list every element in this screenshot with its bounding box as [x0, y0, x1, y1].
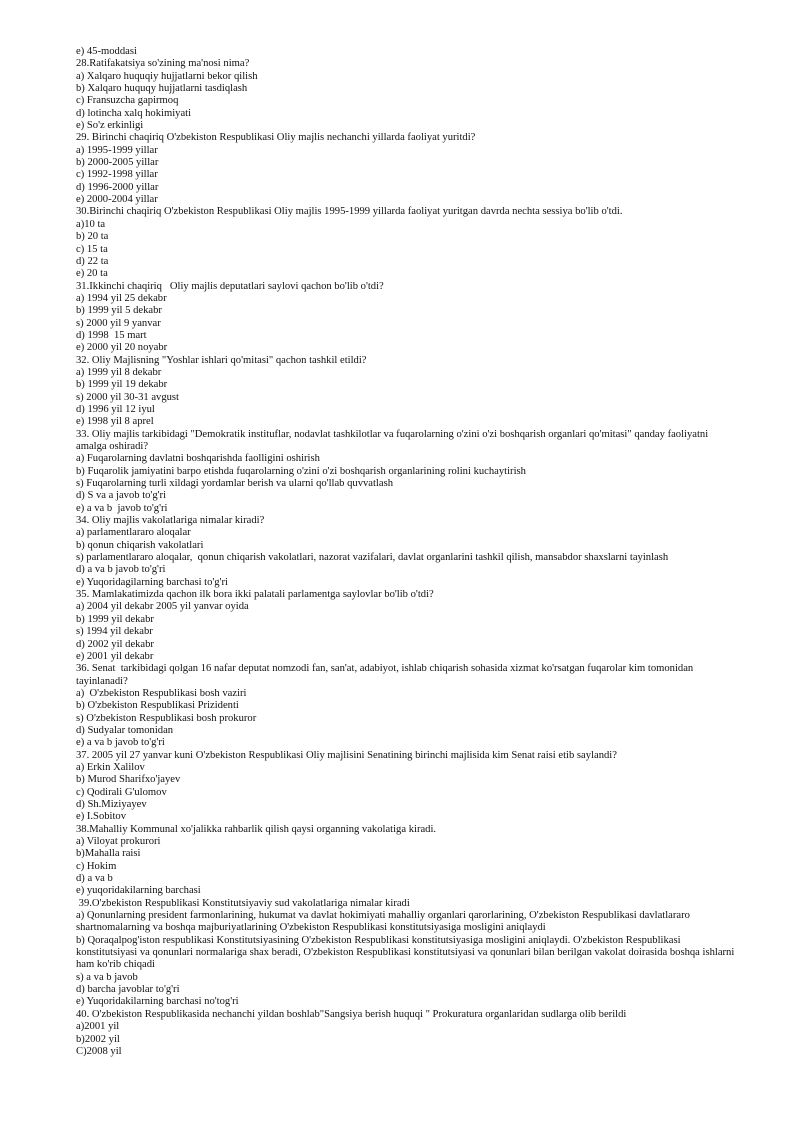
document-page [76, 46, 736, 1058]
text-line: a) Qonunlarning president farmonlarining, hukumat va davlat hokimiyati mahalliy organlari qarorlarining, O'zbekiston Respublikasi davlatlararo shartnomalarning va boshqa majburiyatlarining O'zbekiston Respublikasi konstitutsiyasiga mosligini aniqlaydi [76, 910, 693, 934]
text-line: s) parlamentlararo aloqalar, qonun chiqarish vakolatlari, nazorat vazifalari, davlat organlarini tashkil qilish, mansabdor shaxslarni tayinlash [76, 552, 669, 564]
text-line: s) a va b javob [76, 971, 138, 983]
text-line: c) 15 ta [76, 243, 108, 255]
text-line: c) Qodirali G'ulomov [76, 786, 167, 798]
text-line: a)10 ta [76, 218, 106, 230]
text-line: b) 2000-2005 yillar [76, 157, 159, 169]
text-line: e) 2000 yil 20 noyabr [76, 342, 168, 354]
text-line: a) Fuqarolarning davlatni boshqarishda faolligini oshirish [76, 453, 320, 465]
text-line: e) 45-moddasi [76, 46, 137, 57]
text-line: c) 1992-1998 yillar [76, 169, 158, 181]
text-line: a) O'zbekiston Respublikasi bosh vaziri [76, 687, 247, 699]
text-line: a) 1999 yil 8 dekabr [76, 366, 162, 378]
text-line: b) 1999 yil 5 dekabr [76, 305, 162, 317]
text-line: b) Xalqaro huquqy hujjatlarni tasdiqlash [76, 83, 248, 95]
text-line: d) 22 ta [76, 255, 109, 267]
text-line: 31.Ikkinchi chaqiriq Oliy majlis deputatlari saylovi qachon bo'lib o'tdi? [76, 280, 384, 292]
text-line: 34. Oliy majlis vakolatlariga nimalar kiradi? [76, 515, 265, 527]
text-line: b)2002 yil [76, 1033, 120, 1045]
text-line: 28.Ratifakatsiya so'zining ma'nosi nima? [76, 58, 250, 70]
text-line: b) 20 ta [76, 231, 109, 243]
text-line: a) 1995-1999 yillar [76, 144, 158, 156]
text-line: e) a va b javob to'g'ri [76, 502, 168, 514]
text-line: a) Xalqaro huquqiy hujjatlarni bekor qilish [76, 70, 258, 82]
text-line: a) parlamentlararo aloqalar [76, 527, 191, 539]
text-line: e) 1998 yil 8 aprel [76, 416, 154, 428]
text-line: b) Qoraqalpog'iston respublikasi Konstitutsiyasining O'zbekiston Respublikasi konstitutsiyasiga mosligini aniqlaydi. O'zbekiston Respublikasi konstitutsiyasi va qonunlari normalariga shax beradi, O'zbekiston Respublikasi konstitutsiyasi va qonunlari bilan berilgan vakolat doirasida boshqa ishlarni ham ko'rib chiqadi [76, 934, 737, 971]
text-line: 39.O'zbekiston Respublikasi Konstitutsiyaviy sud vakolatlariga nimalar kiradi [76, 897, 410, 909]
text-line: e) 20 ta [76, 268, 108, 280]
text-line: s) O'zbekiston Respublikasi bosh prokuror [76, 712, 257, 724]
text-line: a) 2004 yil dekabr 2005 yil yanvar oyida [76, 601, 249, 613]
text-line: b) qonun chiqarish vakolatlari [76, 539, 204, 551]
text-line: a) Viloyat prokurori [76, 836, 161, 847]
text-line: a)2001 yil [76, 1021, 120, 1033]
text-line: 32. Oliy Majlisning "Yoshlar ishlari qo'mitasi" qachon tashkil etildi? [76, 354, 367, 366]
text-line: b)Mahalla raisi [76, 848, 141, 860]
text-line: d) S va a javob to'g'ri [76, 490, 167, 502]
text-line: d) 1998 15 mart [76, 329, 147, 341]
text-line: d) lotincha xalq hokimiyati [76, 107, 192, 119]
text-line: e) 2001 yil dekabr [76, 650, 154, 662]
text-line: e) 2000-2004 yillar [76, 194, 158, 206]
text-line: c) Hokim [76, 860, 117, 872]
text-line: a) 1994 yil 25 dekabr [76, 292, 167, 304]
text-line: s) 1994 yil dekabr [76, 626, 153, 638]
text-line: 40. O'zbekiston Respublikasida nechanchi yildan boshlab"Sangsiya berish huquqi " Prokuratura organlaridan sudlarga olib berildi [76, 1008, 627, 1020]
text-line: e) I.Sobitov [76, 811, 127, 823]
text-line: d) 1996-2000 yillar [76, 181, 159, 193]
text-line: d) a va b javob to'g'ri [76, 564, 166, 576]
text-line: b) 1999 yil dekabr [76, 613, 154, 625]
text-line: 30.Birinchi chaqiriq O'zbekiston Respublikasi Oliy majlis 1995-1999 yillarda faoliyat yuritgan davrda nechta sessiya bo'lib o'tdi. [76, 206, 623, 218]
text-line: d) a va b [76, 873, 113, 885]
text-line: b) O'zbekiston Respublikasi Prizidenti [76, 700, 239, 712]
text-line: e) yuqoridakilarning barchasi [76, 885, 201, 897]
text-line: e) a va b javob to'g'ri [76, 737, 165, 749]
text-line: e) So'z erkinligi [76, 120, 144, 132]
text-line: 35. Mamlakatimizda qachon ilk bora ikki palatali parlamentga saylovlar bo'lib o'tdi? [76, 589, 434, 601]
text-line: a) Erkin Xalilov [76, 761, 145, 773]
text-line: 29. Birinchi chaqiriq O'zbekiston Respublikasi Oliy majlis nechanchi yillarda faoliyat yuritdi? [76, 132, 476, 144]
text-line: b) Murod Sharifxo'jayev [76, 774, 181, 786]
text-line: 36. Senat tarkibidagi qolgan 16 nafar deputat nomzodi fan, san'at, adabiyot, ishlab chiqarish sohasida xizmat ko'rsatgan fuqarolar kim tomonidan tayinlanadi? [76, 663, 696, 687]
text-line: d) barcha javoblar to'g'ri [76, 984, 180, 996]
text-line: e) Yuqoridagilarning barchasi to'g'ri [76, 576, 228, 588]
text-line: 33. Oliy majlis tarkibidagi "Demokratik instituflar, nodavlat tashkilotlar va fuqarolarning o'zini o'zi boshqarish organlari qo'mitasi" qanday faoliyatni amalga oshiradi? [76, 428, 711, 452]
text-line: C)2008 yil [76, 1045, 122, 1057]
text-line: d) 2002 yil dekabr [76, 638, 154, 650]
text-line: d) Sh.Miziyayev [76, 798, 147, 810]
text-line: b) Fuqarolik jamiyatini barpo etishda fuqarolarning o'zini o'zi boshqarish organlarining rolini kuchaytirish [76, 465, 526, 477]
text-line: c) Fransuzcha gapirmoq [76, 95, 179, 107]
text-line: b) 1999 yil 19 dekabr [76, 379, 168, 391]
text-line: d) 1996 yil 12 iyul [76, 403, 155, 415]
text-line: 38.Mahalliy Kommunal xo'jalikka rahbarlik qilish qaysi organning vakolatiga kiradi. [76, 823, 437, 835]
text-line: e) Yuqoridakilarning barchasi no'tog'ri [76, 996, 239, 1008]
text-line: 37. 2005 yil 27 yanvar kuni O'zbekiston Respublikasi Oliy majlisini Senatining birinchi majlisida kim Senat raisi etib saylandi? [76, 749, 617, 761]
text-line: d) Sudyalar tomonidan [76, 724, 174, 736]
text-line: s) 2000 yil 9 yanvar [76, 317, 161, 329]
text-line: s) Fuqarolarning turli xildagi yordamlar berish va ularni qo'llab quvvatlash [76, 478, 394, 490]
text-line: s) 2000 yil 30-31 avgust [76, 391, 179, 403]
